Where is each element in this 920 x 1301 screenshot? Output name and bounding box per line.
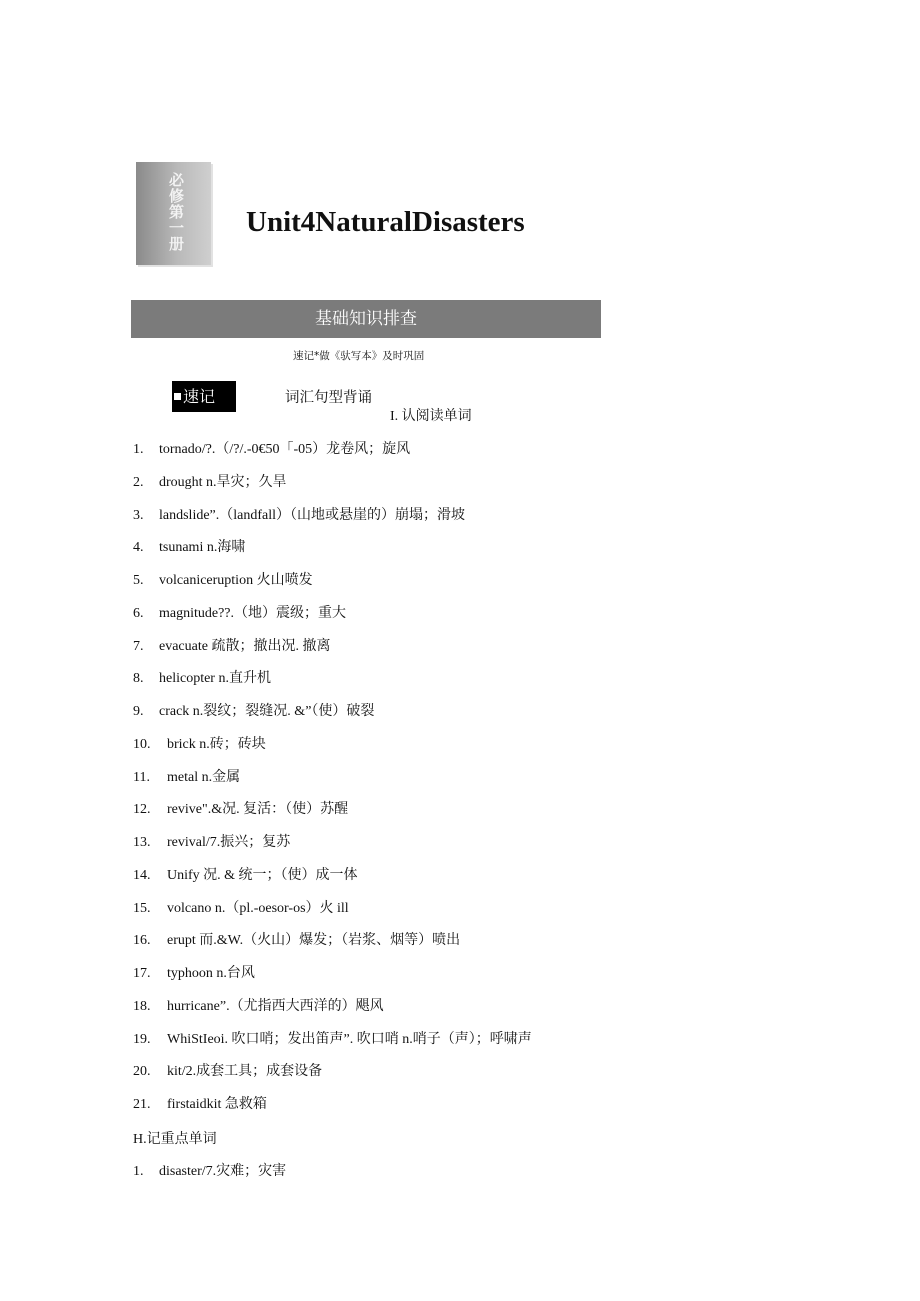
entry-number: 19.	[133, 1031, 151, 1047]
vocab-entry	[133, 1028, 532, 1048]
square-icon	[174, 393, 181, 400]
vocab-entry	[133, 700, 374, 720]
side-tab-text: 必修第一册	[167, 172, 185, 252]
vocab-entry	[133, 766, 240, 786]
entry-text: disaster/7.灾难；灾害	[159, 1164, 287, 1179]
entry-text: tornado/?.（/?/.-0€50「-05）龙卷风；旋风	[159, 442, 411, 457]
vocab-entry	[133, 995, 384, 1015]
entry-number: 17.	[133, 966, 151, 981]
entry-number: 8.	[133, 671, 144, 687]
vocab-entry	[133, 504, 465, 524]
entry-text: landslide”.（landfall）（山地或悬崖的）崩塌；滑坡	[159, 507, 466, 523]
entry-number: 5.	[133, 573, 144, 588]
vocab-entry	[133, 962, 255, 982]
part1-heading: I. 认阅读单词	[390, 409, 472, 424]
entry-number: 13.	[133, 835, 151, 850]
vocab-entry	[133, 471, 287, 491]
entry-number: 6.	[133, 605, 144, 621]
entry-text: crack n.裂纹；裂缝况. &”（使）破裂	[159, 704, 375, 719]
entry-number: 3.	[133, 507, 144, 523]
entry-number: 1.	[133, 442, 144, 457]
entry-number: 21.	[133, 1097, 151, 1112]
vocab-entry	[133, 864, 358, 884]
entry-text: WhiStIeoi. 吹口哨；发出笛声”. 吹口哨 n.哨子（声）；呼啸声	[167, 1031, 532, 1047]
entry-text: revival/7.振兴；复苏	[167, 835, 291, 850]
entry-text: volcaniceruption 火山喷发	[159, 573, 313, 588]
entry-number: 20.	[133, 1064, 151, 1080]
entry-number: 16.	[133, 933, 151, 949]
section-banner: 基础知识排查	[131, 300, 601, 338]
side-tab	[136, 162, 211, 265]
vocab-entry	[133, 831, 290, 851]
entry-text: evacuate 疏散；撤出况. 撤离	[159, 638, 331, 654]
entry-number: 9.	[133, 704, 144, 719]
vocab-heading: 词汇句型背诵	[285, 390, 372, 406]
vocab-entry	[133, 1160, 286, 1180]
vocab-entry	[133, 1093, 267, 1113]
unit-title: Unit4NaturalDisasters	[246, 206, 525, 238]
entry-number: 12.	[133, 802, 151, 818]
entry-number: 4.	[133, 540, 144, 556]
entry-text: metal n.金属	[167, 769, 241, 785]
vocab-entry	[133, 798, 348, 818]
entry-text: Unify 况. & 统一；（使）成一体	[167, 867, 358, 883]
vocab-entry	[133, 635, 330, 655]
entry-number: 18.	[133, 998, 151, 1014]
entry-number: 11.	[133, 769, 150, 785]
entry-text: typhoon n.台风	[167, 966, 255, 981]
part2-heading: H.记重点单词	[133, 1132, 217, 1147]
entry-text: drought n.旱灾；久旱	[159, 474, 287, 490]
sj-badge	[172, 381, 236, 412]
vocab-entry	[133, 536, 245, 556]
banner-subnote: 速记*做《驮写本》及时巩固	[293, 350, 425, 362]
entry-text: hurricane”.（尤指西大西洋的）飓风	[167, 998, 384, 1014]
entry-number: 14.	[133, 867, 151, 883]
entry-number: 2.	[133, 474, 144, 490]
entry-text: volcano n.（pl.-oesor-os）火 ill	[167, 900, 349, 916]
entry-number: 10.	[133, 736, 151, 752]
entry-text: helicopter n.直升机	[159, 671, 271, 687]
entry-number: 15.	[133, 900, 151, 916]
vocab-entry	[133, 733, 266, 753]
vocab-entry	[133, 1060, 322, 1080]
entry-text: tsunami n.海啸	[159, 540, 246, 556]
vocab-entry	[133, 602, 346, 622]
entry-text: erupt 而.&W.（火山）爆发；（岩浆、烟等）喷出	[167, 933, 461, 949]
entry-text: magnitude??.（地）震级；重大	[159, 605, 347, 621]
vocab-entry	[133, 438, 410, 458]
entry-number: 1.	[133, 1164, 144, 1179]
vocab-entry	[133, 929, 460, 949]
vocab-entry	[133, 569, 313, 589]
sj-badge-label: 速记	[183, 387, 216, 406]
entry-text: revive".&况. 复活：（使）苏醒	[167, 802, 349, 818]
entry-text: brick n.砖；砖块	[167, 736, 266, 752]
entry-text: kit/2.成套工具；成套设备	[167, 1064, 323, 1080]
entry-text: firstaidkit 急救箱	[167, 1097, 267, 1112]
vocab-entry	[133, 667, 271, 687]
vocab-entry	[133, 897, 349, 917]
entry-number: 7.	[133, 638, 144, 654]
